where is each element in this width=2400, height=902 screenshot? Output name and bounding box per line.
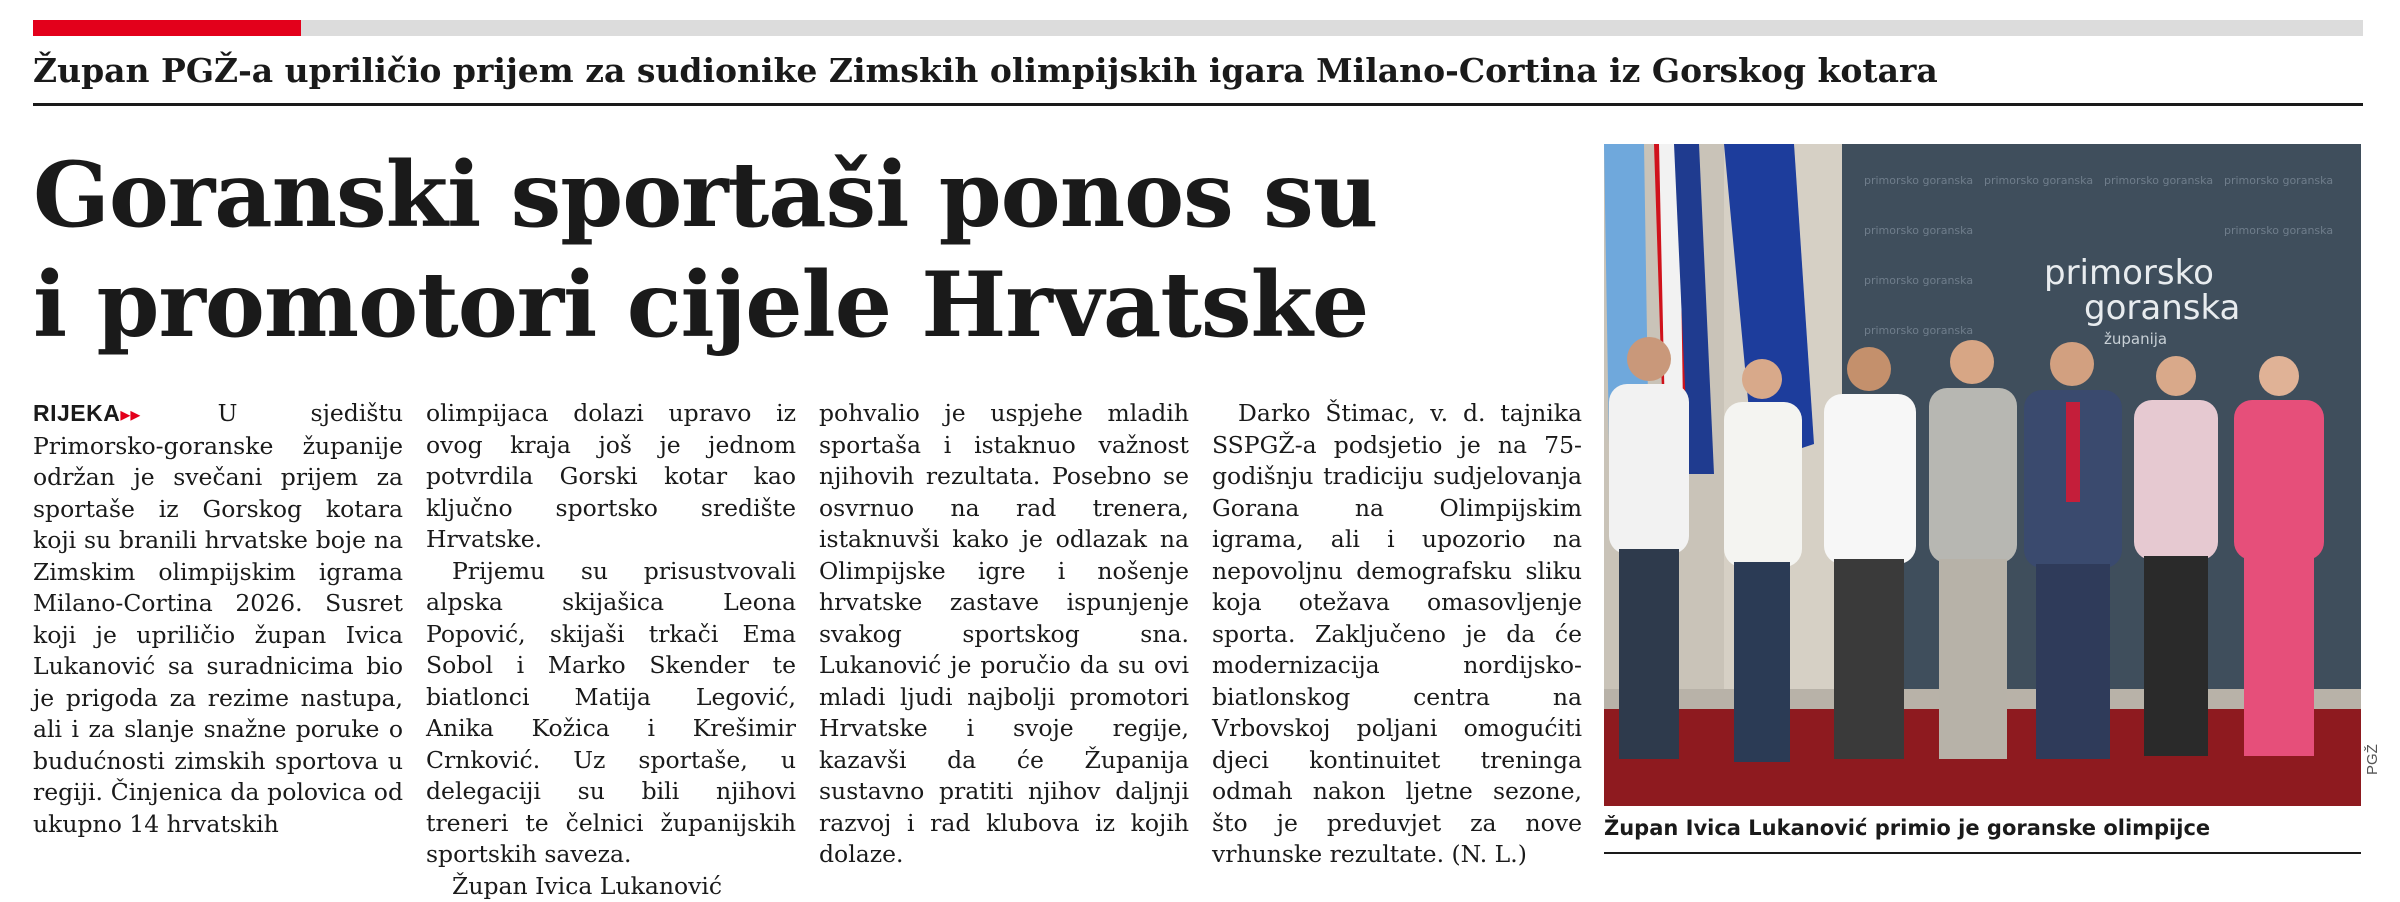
svg-text:primorsko goranska: primorsko goranska xyxy=(2104,174,2213,187)
article-column-3 xyxy=(819,398,1189,871)
article-column-1 xyxy=(33,398,403,840)
article-column-4 xyxy=(1212,398,1582,871)
svg-text:primorsko goranska: primorsko goranska xyxy=(1864,174,1973,187)
article-kicker: Župan PGŽ-a upriličio prijem za sudionike Zimskih olimpijskih igara Milano-Cortina iz Gorskog kotara xyxy=(33,44,2363,98)
article-headline xyxy=(33,140,1593,360)
caption-divider xyxy=(1604,852,2361,854)
article-paragraph: Župan Ivica Lukanović xyxy=(426,871,796,902)
svg-text:primorsko goranska: primorsko goranska xyxy=(2224,174,2333,187)
article-paragraph xyxy=(33,398,403,840)
article-body xyxy=(33,398,1593,848)
article-photo xyxy=(1604,144,2361,806)
article-paragraph: Prijemu su prisustvovali alpska skijašica Leona Popović, skijaši trkači Ema Sobol i Marko Skender te biatlonci Matija Legović, Anika Kožica i Krešimir Crnković. Uz sportaše, u delegaciji su bili njihovi treneri te čelnici županijskih sportskih saveza. xyxy=(426,556,796,871)
svg-text:primorsko goranska: primorsko goranska xyxy=(1984,174,2093,187)
backdrop-logo-line-3: županija xyxy=(2104,330,2167,348)
svg-text:primorsko goranska: primorsko goranska xyxy=(1864,324,1973,337)
svg-text:primorsko goranska: primorsko goranska xyxy=(1864,224,1973,237)
dateline: RIJEKA xyxy=(33,400,120,426)
article-paragraph: olimpijaca dolazi upravo iz ovog kraja još je jednom potvrdila Gorski kotar kao ključno sportsko središte Hrvatske. xyxy=(426,398,796,556)
photo-credit: PGŽ xyxy=(2364,744,2381,775)
headline-line-2: i promotori cijele Hrvatske xyxy=(33,252,1368,358)
kicker-divider xyxy=(33,103,2363,106)
section-accent-bar xyxy=(33,20,301,36)
article-paragraph: pohvalio je uspjehe mladih sportaša i istaknuo važnost njihovih rezultata. Posebno se osvrnuo na rad trenera, istaknuvši kako je odlazak na Olimpijske igre i nošenje hrvatske zastave ispunjenje svakog sportskog sna. Lukanović je poručio da su ovi mladi ljudi najbolji promotori Hrvatske i svoje regije, kazavši da će Županija sustavno pratiti njihov daljnji razvoj i rad klubova iz kojih dolaze. xyxy=(819,398,1189,871)
backdrop-logo-line-1: primorsko xyxy=(2044,253,2214,293)
section-rule-bar xyxy=(33,20,2363,36)
photo-caption: Župan Ivica Lukanović primio je goranske olimpijce xyxy=(1604,812,2361,844)
double-chevron-right-icon: ▸▸ xyxy=(120,402,140,426)
article-paragraph: Darko Štimac, v. d. tajnika SSPGŽ-a podsjetio je na 75-godišnju tradiciju sudjelovanja Gorana na Olimpijskim igrama, ali i upozorio na nepovoljnu demografsku sliku koja otežava omasovljenje sporta. Zaključeno je da će modernizacija nordijsko-biatlonskog centra na Vrbovskoj poljani omogućiti djeci kontinuitet treninga odmah nakon ljetne sezone, što je preduvjet za nove vrhunske rezultate. (N. L.) xyxy=(1212,398,1582,871)
backdrop-logo-line-2: goranska xyxy=(2084,288,2240,328)
svg-text:primorsko goranska: primorsko goranska xyxy=(2224,224,2333,237)
headline-line-1: Goranski sportaši ponos su xyxy=(33,142,1377,248)
svg-text:primorsko goranska: primorsko goranska xyxy=(1864,274,1973,287)
article-column-2 xyxy=(426,398,796,902)
paragraph-text: U sjedištu Primorsko-goranske županije održan je svečani prijem za sportaše iz Gorskog kotara koji su branili hrvatske boje na Zimskim olimpijskim igrama Milano-Cortina 2026. Susret koji je upriličio župan Ivica Lukanović sa suradnicima bio je prigoda za rezime nastupa, ali i za slanje snažne poruke o budućnosti zimskih sportova u regiji. Činjenica da polovica od ukupno 14 hrvatskih xyxy=(33,399,403,838)
group-photo-illustration xyxy=(1604,144,2361,806)
